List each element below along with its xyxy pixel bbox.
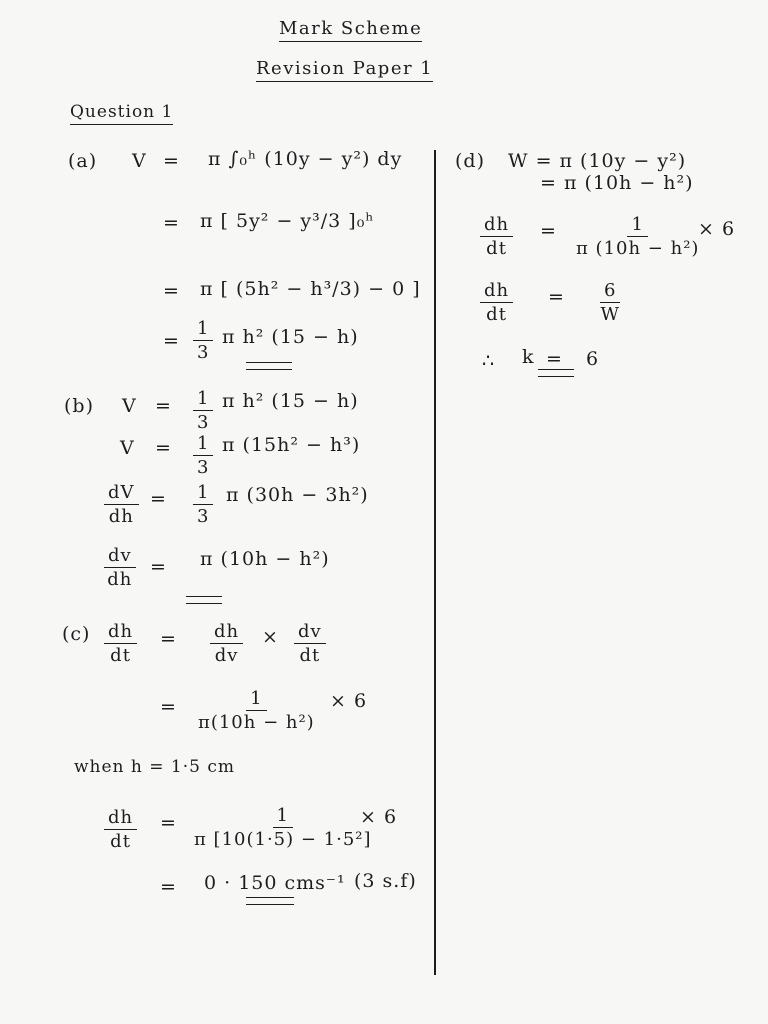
- fraction-numerator: dV: [104, 482, 139, 505]
- part-d-label: (d): [455, 150, 485, 172]
- part-b-lhs-1: V: [122, 395, 137, 417]
- part-d-dhdt-1: [480, 214, 513, 259]
- fraction-denominator: W: [600, 304, 620, 325]
- part-c-fraction-2: [194, 805, 372, 850]
- part-c-times: ×: [262, 626, 279, 648]
- part-b-eq-1: =: [155, 395, 172, 417]
- fraction-denominator: dt: [110, 645, 131, 666]
- part-c-result: 0 · 150 cms⁻¹: [204, 872, 346, 894]
- page-subtitle: Revision Paper 1: [256, 58, 433, 82]
- page-title: Mark Scheme: [279, 18, 422, 42]
- column-divider: [434, 150, 436, 975]
- part-b-eq-2: =: [155, 437, 172, 459]
- double-underline-c: [246, 897, 294, 905]
- part-b-dvdh-2: [104, 545, 136, 590]
- fraction-denominator: dt: [299, 645, 321, 666]
- part-b-third-fraction-2: [193, 433, 213, 478]
- part-a-lhs: V: [132, 150, 147, 172]
- part-a-line-1: π ∫₀ʰ (10y − y²) dy: [208, 148, 403, 170]
- fraction-numerator: 1: [627, 214, 647, 237]
- fraction-numerator: 1: [193, 388, 213, 411]
- fraction-numerator: 6: [600, 280, 620, 303]
- part-d-eq-1: =: [540, 220, 557, 242]
- part-b-label: (b): [64, 395, 94, 417]
- fraction-numerator: 1: [193, 482, 213, 505]
- part-d-times6: × 6: [698, 218, 736, 240]
- part-b-third-fraction-1: [193, 388, 213, 433]
- fraction-numerator: 1: [193, 433, 213, 456]
- part-a-eq-2: =: [163, 212, 180, 234]
- part-c-eq-1: =: [160, 628, 177, 650]
- part-c-label: (c): [62, 623, 91, 645]
- part-b-line-1: π h² (15 − h): [222, 390, 359, 412]
- part-a-eq-1: =: [163, 150, 180, 172]
- part-a-third-fraction: [193, 318, 213, 363]
- part-c-eq-3: =: [160, 812, 177, 834]
- part-c-eq-4: =: [160, 876, 177, 898]
- part-d-w-line-1: W = π (10y − y²): [508, 150, 687, 172]
- part-b-eq-3: =: [150, 488, 167, 510]
- part-b-dvdh-1: [104, 482, 139, 527]
- part-c-dhdt-2: [104, 807, 137, 852]
- part-a-line-2: π [ 5y² − y³/3 ]₀ʰ: [200, 210, 375, 232]
- part-c-sig-figs: (3 s.f): [354, 870, 417, 892]
- part-d-k-eq: =: [546, 348, 563, 370]
- fraction-denominator: π [10(1·5) − 1·5²]: [194, 829, 372, 850]
- fraction-numerator: dh: [210, 621, 243, 644]
- part-d-fraction-1: [576, 214, 699, 259]
- part-a-label: (a): [68, 150, 98, 172]
- fraction-numerator: dv: [294, 621, 326, 644]
- part-d-dhdt-2: [480, 280, 513, 325]
- question-heading: Question 1: [70, 102, 173, 125]
- part-c-when: when h = 1·5 cm: [74, 757, 235, 777]
- fraction-numerator: 1: [193, 318, 213, 341]
- part-b-eq-4: =: [150, 556, 167, 578]
- part-c-fraction-1: [198, 688, 315, 733]
- fraction-denominator: 3: [197, 412, 210, 433]
- fraction-denominator: dt: [110, 831, 131, 852]
- fraction-denominator: dh: [107, 569, 133, 590]
- fraction-numerator: dv: [104, 545, 136, 568]
- fraction-denominator: π(10h − h²): [198, 712, 315, 733]
- part-a-line-4: π h² (15 − h): [222, 326, 359, 348]
- fraction-numerator: dh: [480, 214, 513, 237]
- fraction-denominator: dt: [486, 238, 507, 259]
- fraction-numerator: 1: [273, 805, 293, 828]
- part-b-third-fraction-3: [193, 482, 213, 527]
- part-c-eq-2: =: [160, 696, 177, 718]
- part-c-dvdt: [294, 621, 326, 666]
- part-b-lhs-2: V: [120, 437, 135, 459]
- fraction-numerator: 1: [246, 688, 266, 711]
- part-c-times6-1: × 6: [330, 690, 368, 712]
- part-b-line-2: π (15h² − h³): [222, 434, 361, 456]
- fraction-denominator: 3: [197, 506, 210, 527]
- part-d-k-value: 6: [586, 348, 600, 370]
- fraction-denominator: dt: [486, 304, 507, 325]
- fraction-denominator: dh: [108, 506, 134, 527]
- part-c-dhdt: [104, 621, 137, 666]
- part-d-k-label: k: [522, 346, 535, 368]
- fraction-denominator: π (10h − h²): [576, 238, 700, 259]
- part-c-dhdv: [210, 621, 243, 666]
- fraction-denominator: 3: [197, 342, 210, 363]
- double-underline-b: [186, 596, 222, 604]
- fraction-numerator: dh: [104, 807, 137, 830]
- double-underline-d: [538, 369, 574, 377]
- fraction-numerator: dh: [480, 280, 513, 303]
- part-d-w-line-2: = π (10h − h²): [540, 172, 694, 194]
- part-b-line-3: π (30h − 3h²): [226, 484, 369, 506]
- part-a-eq-4: =: [163, 330, 180, 352]
- double-underline-a: [246, 362, 292, 370]
- part-c-times6-2: × 6: [360, 806, 398, 828]
- fraction-denominator: dv: [214, 645, 239, 666]
- part-a-line-3: π [ (5h² − h³/3) − 0 ]: [200, 278, 421, 300]
- part-b-line-4: π (10h − h²): [200, 548, 330, 570]
- part-d-eq-2: =: [548, 286, 565, 308]
- part-d-fraction-2: [600, 280, 620, 325]
- therefore-symbol: ∴: [482, 350, 496, 372]
- part-a-eq-3: =: [163, 280, 180, 302]
- fraction-numerator: dh: [104, 621, 137, 644]
- fraction-denominator: 3: [197, 457, 210, 478]
